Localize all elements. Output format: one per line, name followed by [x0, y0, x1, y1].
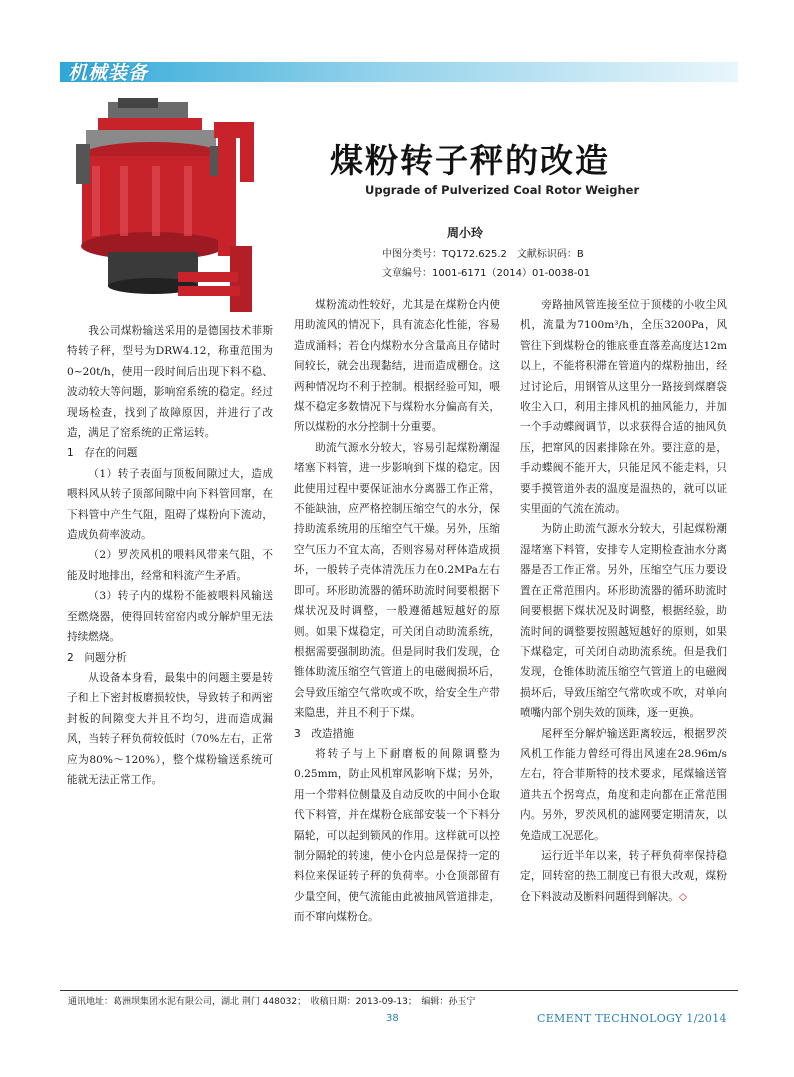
column-2 [294, 295, 500, 928]
section-heading: 1 存在的问题 [67, 447, 138, 460]
paragraph: （2）罗茨风机的喂料风带来气阻，不能及时地排出，经常和料流产生矛盾。 [67, 549, 273, 582]
paragraph: 尾秤至分解炉输送距离较远，根据罗茨风机工作能力曾经可得出风速在28.96m/s左右，符合菲斯特的技术要求，尾煤输送管道共五个拐弯点，角度和走向都在正常范围内。另外，罗茨风机的滤网要定期清灰，以免造成工况恶化。 [520, 727, 727, 842]
diamond-end-icon: ◇ [678, 890, 688, 903]
paragraph: 旁路抽风管连接至位于顶楼的小收尘风机，流量为7100m³/h，全压3200Pa，风管往下到煤粉仓的锥底垂直落差高度达12m以上，不能将积滞在管道内的煤粉抽出，经过讨论后，用钢管从这里分一路接到煤磨袋收尘入口，利用主排风机的抽风能力，并加一个手动蝶阀调节，以求获得合适的抽风负压，把窜风的因素排除在外。要注意的是，手动蝶阀不能开大，只能足风不能走料，只要手摸管道外表的温度是温热的，就可以证实里面的气流在流动。 [520, 299, 727, 516]
paragraph: 煤粉流动性较好，尤其是在煤粉仓内使用助流风的情况下，具有流态化性能，容易造成涌料；若仓内煤粉水分含量高且存储时间较长，就会出现黏结，进而造成棚仓。这两种情况均不利于控制。根据经验可知，喂煤不稳定多数情况下与煤粉水分偏高有关，所以煤粉的水分控制十分重要。 [294, 299, 500, 434]
footer-address: 通讯地址：葛洲坝集团水泥有限公司，湖北 荆门 448032； 收稿日期：2013-09-13； 编辑：孙玉宁 [68, 997, 476, 1007]
paragraph [520, 846, 727, 907]
footer-rule [60, 990, 738, 991]
column-3 [520, 295, 727, 907]
author: 周小玲 [447, 226, 484, 240]
section-label: 机械装备 [68, 62, 149, 84]
article-title-en: Upgrade of Pulverized Coal Rotor Weigher [365, 183, 640, 197]
article-title: 煤粉转子秤的改造 [330, 141, 610, 180]
paragraph: 将转子与上下耐磨板的间隙调整为0.25mm，防止风机窜风影响下煤；另外，用一个带料位侧量及自动反吹的中间小仓取代下料管，并在煤粉仓底部安装一个下料分隔轮，可以起到锁风的作用。这样就可以控制分隔轮的转速，使小仓内总是保持一定的料位来保证转子秤的负荷率。小仓顶部留有少量空间，使气流能由此被抽风管道排走，而不窜向煤粉仓。 [294, 747, 500, 924]
section-heading: 2 问题分析 [67, 651, 127, 664]
paragraph: （3）转子内的煤粉不能被喂料风输送至燃烧器，使得回转窑窑内或分解炉里无法持续燃烧。 [67, 590, 273, 644]
article-number: 文章编号：1001-6171（2014）01-0038-01 [382, 268, 591, 279]
classification: 中图分类号：TQ172.625.2 文献标识码：B [382, 249, 584, 260]
rotor-weigher-photo [68, 96, 278, 318]
paragraph: 我公司煤粉输送采用的是德国技术菲斯特转子秤，型号为DRW4.12，称重范围为0~20t/h，使用一段时间后出现下料不稳、波动较大等问题，影响窑系统的稳定。经过现场检查，找到了故障原因，并进行了改造，满足了窑系统的正常运转。 [67, 325, 273, 440]
paragraph: （1）转子表面与顶板间隙过大，造成喂料风从转子顶部间隙中向下料管回窜，在下料管中产生气阻，阻碍了煤粉向下流动，造成负荷率波动。 [67, 467, 273, 542]
paragraph: 为防止助流气源水分较大，引起煤粉潮湿堵塞下料管，安排专人定期检查油水分离器是否工作正常。另外，压缩空气压力要设置在正常范围内。环形助流器的循环助流时间要根据下煤状况及时调整，根据经验，助流时间的调整要按照越短越好的原则，如果下煤稳定，可关闭自动助流系统。但是我们发现，仓锥体助流压缩空气管道上的电磁阀损坏后，导致压缩空气常吹或不吹，对单向喷嘴内部个别失效的顶珠，逐一更换。 [520, 523, 727, 720]
page-number: 38 [386, 1013, 399, 1024]
column-1 [67, 321, 273, 790]
paragraph: 助流气源水分较大，容易引起煤粉潮湿堵塞下料管，进一步影响到下煤的稳定。因此使用过程中要保证油水分离器工作正常，不能缺油，应严格控制压缩空气的水分，保持助流系统用的压缩空气干燥。另外，压缩空气压力不宜太高，否则容易对秤体造成损坏，一般转子壳体清洗压力在0.2MPa左右即可。环形助流器的循环助流时间要根据下煤状况及时调整，一般遵循越短越好的原则。如果下煤稳定，可关闭自动助流系统，根据需要强制助流。但是同时我们发现，仓锥体助流压缩空气管道上的电磁阀损坏后，会导致压缩空气常吹或不吹，给安全生产带来隐患，并且不利于下煤。 [294, 441, 500, 720]
section-header-band [60, 62, 738, 82]
paragraph: 从设备本身看，最集中的问题主要是转子和上下密封板磨损较快，导致转子和两密封板的间隙变大并且不均匀，进而造成漏风，当转子秤负荷较低时（70%左右，正常应为80%～120%），整个煤粉输送系统可能就无法正常工作。 [67, 671, 273, 786]
journal-name: CEMENT TECHNOLOGY 1/2014 [537, 1012, 727, 1025]
section-heading: 3 改造措施 [294, 727, 354, 740]
conclusion-text: 运行近半年以来，转子秤负荷率保持稳定，回转窑的热工制度已有很大改观，煤粉仓下料波动及断料问题得到解决。 [520, 849, 727, 903]
